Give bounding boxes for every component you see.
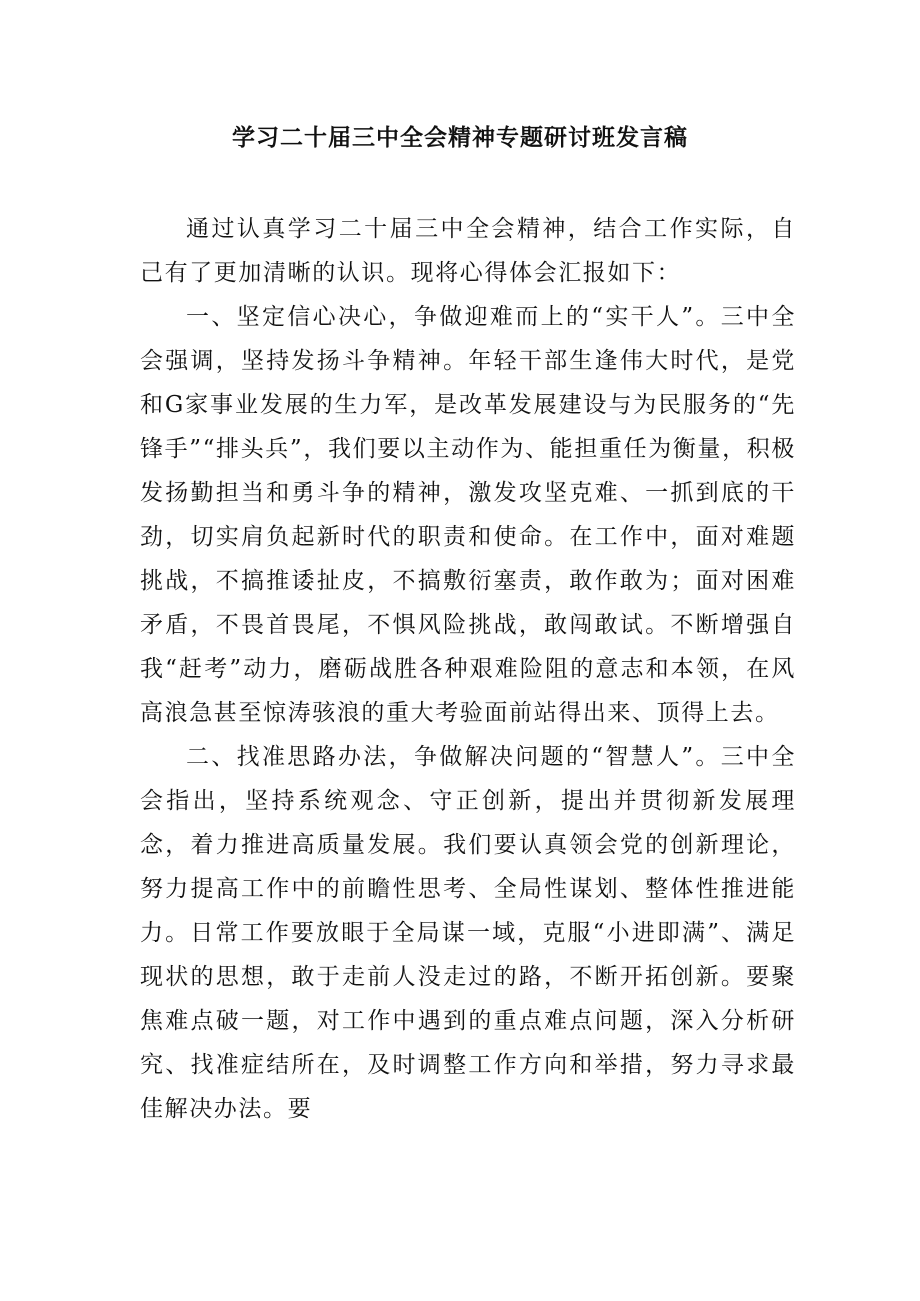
paragraph-intro: 通过认真学习二十届三中全会精神，结合工作实际，自己有了更加清晰的认识。现将心得体会汇报如下： xyxy=(140,216,796,286)
document-title: 学习二十届三中全会精神专题研讨班发言稿 xyxy=(232,124,688,151)
document-body xyxy=(140,207,796,1131)
paragraph-section-one: 一、坚定信心决心，争做迎难而上的“实干人”。三中全会强调，坚持发扬斗争精神。年轻干部生逢伟大时代，是党和G家事业发展的生力军，是改革发展建设与为民服务的“先锋手”“排头兵”，我们要以主动作为、能担重任为衡量，积极发扬勤担当和勇斗争的精神，激发攻坚克难、一抓到底的干劲，切实肩负起新时代的职责和使命。在工作中，面对难题挑战，不搞推诿扯皮，不搞敷衍塞责，敢作敢为；面对困难矛盾，不畏首畏尾，不惧风险挑战，敢闯敢试。不断增强自我“赶考”动力，磨砺战胜各种艰难险阻的意志和本领，在风高浪急甚至惊涛骇浪的重大考验面前站得出来、顶得上去。 xyxy=(140,304,796,726)
paragraph-section-two: 二、找准思路办法，争做解决问题的“智慧人”。三中全会指出，坚持系统观念、守正创新，提出并贯彻新发展理念，着力推进高质量发展。我们要认真领会党的创新理论，努力提高工作中的前瞻性思考、全局性谋划、整体性推进能力。日常工作要放眼于全局谋一域，克服“小进即满”、满足现状的思想，敢于走前人没走过的路，不断开拓创新。要聚焦难点破一题，对工作中遇到的重点难点问题，深入分析研究、找准症结所在，及时调整工作方向和举措，努力寻求最佳解决办法。要 xyxy=(140,744,796,1122)
